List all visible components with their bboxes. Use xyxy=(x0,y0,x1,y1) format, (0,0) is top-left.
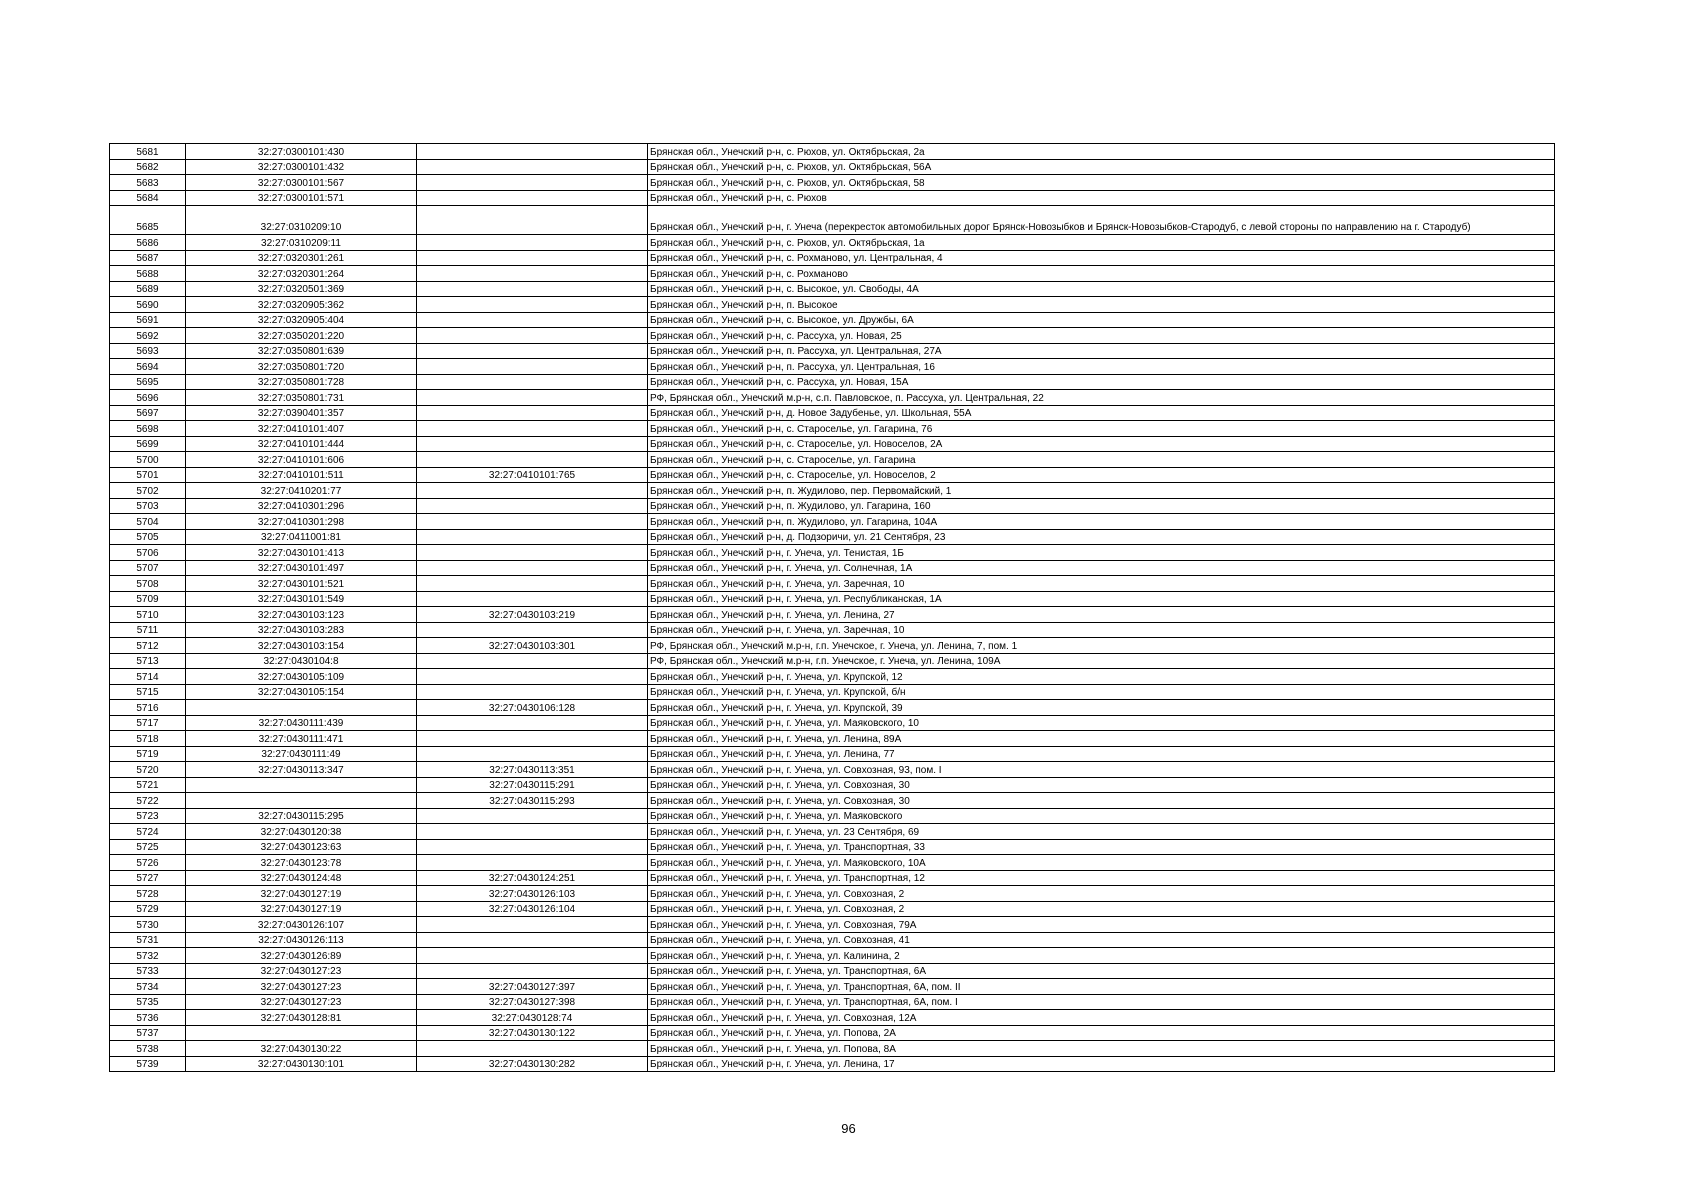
related-cadastral-number-cell xyxy=(417,250,648,266)
cadastral-number-cell: 32:27:0430105:109 xyxy=(186,669,417,685)
row-number-cell: 5712 xyxy=(110,638,186,654)
cadastral-number-cell: 32:27:0430101:549 xyxy=(186,591,417,607)
table-row xyxy=(110,948,1555,964)
related-cadastral-number-cell xyxy=(417,343,648,359)
address-cell: Брянская обл., Унечский р-н, г. Унеча, ул. Совхозная, 93, пом. I xyxy=(648,762,1555,778)
row-number-cell: 5691 xyxy=(110,312,186,328)
related-cadastral-number-cell xyxy=(417,529,648,545)
cadastral-number-cell xyxy=(186,700,417,716)
cadastral-number-cell: 32:27:0430126:113 xyxy=(186,932,417,948)
related-cadastral-number-cell xyxy=(417,715,648,731)
row-number-cell: 5701 xyxy=(110,467,186,483)
address-cell: Брянская обл., Унечский р-н, п. Рассуха, ул. Центральная, 27А xyxy=(648,343,1555,359)
related-cadastral-number-cell xyxy=(417,159,648,175)
row-number-cell: 5702 xyxy=(110,483,186,499)
table-row xyxy=(110,607,1555,623)
table-row xyxy=(110,421,1555,437)
cadastral-number-cell: 32:27:0350801:731 xyxy=(186,390,417,406)
row-number-cell: 5715 xyxy=(110,684,186,700)
related-cadastral-number-cell xyxy=(417,653,648,669)
cadastral-number-cell: 32:27:0320905:362 xyxy=(186,297,417,313)
related-cadastral-number-cell xyxy=(417,421,648,437)
address-cell: Брянская обл., Унечский р-н, г. Унеча, ул. Совхозная, 2 xyxy=(648,901,1555,917)
related-cadastral-number-cell xyxy=(417,746,648,762)
row-number-cell: 5713 xyxy=(110,653,186,669)
table-row xyxy=(110,870,1555,886)
table-row xyxy=(110,793,1555,809)
cadastral-number-cell: 32:27:0320301:264 xyxy=(186,266,417,282)
address-cell: Брянская обл., Унечский р-н, с. Рассуха, ул. Новая, 25 xyxy=(648,328,1555,344)
cadastral-number-cell: 32:27:0320905:404 xyxy=(186,312,417,328)
address-cell: Брянская обл., Унечский р-н, с. Староселье, ул. Новоселов, 2А xyxy=(648,436,1555,452)
table-row xyxy=(110,824,1555,840)
address-cell: Брянская обл., Унечский р-н, г. Унеча, ул. Заречная, 10 xyxy=(648,576,1555,592)
related-cadastral-number-cell xyxy=(417,808,648,824)
address-cell: Брянская обл., Унечский р-н, г. Унеча, ул. Ленина, 89А xyxy=(648,731,1555,747)
address-cell: Брянская обл., Унечский р-н, г. Унеча, ул. Транспортная, 6А, пом. II xyxy=(648,979,1555,995)
related-cadastral-number-cell xyxy=(417,452,648,468)
table-row xyxy=(110,762,1555,778)
cadastral-number-cell: 32:27:0430120:38 xyxy=(186,824,417,840)
related-cadastral-number-cell xyxy=(417,266,648,282)
table-row xyxy=(110,467,1555,483)
row-number-cell: 5683 xyxy=(110,175,186,191)
row-number-cell: 5698 xyxy=(110,421,186,437)
table-row xyxy=(110,994,1555,1010)
cadastral-number-cell xyxy=(186,793,417,809)
related-cadastral-number-cell: 32:27:0430127:398 xyxy=(417,994,648,1010)
address-cell: Брянская обл., Унечский р-н, п. Высокое xyxy=(648,297,1555,313)
table-row xyxy=(110,328,1555,344)
table-row xyxy=(110,746,1555,762)
table-row xyxy=(110,343,1555,359)
row-number-cell: 5730 xyxy=(110,917,186,933)
address-cell: Брянская обл., Унечский р-н, г. Унеча, ул. Крупской, 39 xyxy=(648,700,1555,716)
address-cell: Брянская обл., Унечский р-н, с. Высокое, ул. Дружбы, 6А xyxy=(648,312,1555,328)
related-cadastral-number-cell xyxy=(417,917,648,933)
cadastral-number-cell: 32:27:0410101:606 xyxy=(186,452,417,468)
related-cadastral-number-cell xyxy=(417,206,648,235)
address-cell: Брянская обл., Унечский р-н, г. Унеча, ул. 23 Сентября, 69 xyxy=(648,824,1555,840)
row-number-cell: 5725 xyxy=(110,839,186,855)
cadastral-number-cell: 32:27:0310209:10 xyxy=(186,206,417,235)
row-number-cell: 5694 xyxy=(110,359,186,375)
address-cell: Брянская обл., Унечский р-н, с. Рюхов, ул. Октябрьская, 56А xyxy=(648,159,1555,175)
address-cell: Брянская обл., Унечский р-н, с. Рохманово xyxy=(648,266,1555,282)
cadastral-number-cell: 32:27:0430111:49 xyxy=(186,746,417,762)
row-number-cell: 5681 xyxy=(110,144,186,160)
cadastral-number-cell: 32:27:0410101:511 xyxy=(186,467,417,483)
row-number-cell: 5736 xyxy=(110,1010,186,1026)
row-number-cell: 5703 xyxy=(110,498,186,514)
table-row xyxy=(110,1056,1555,1072)
cadastral-number-cell: 32:27:0430105:154 xyxy=(186,684,417,700)
cadastral-number-cell: 32:27:0320301:261 xyxy=(186,250,417,266)
related-cadastral-number-cell xyxy=(417,591,648,607)
cadastral-number-cell: 32:27:0430111:439 xyxy=(186,715,417,731)
row-number-cell: 5700 xyxy=(110,452,186,468)
address-cell: Брянская обл., Унечский р-н, г. Унеча, ул. Совхозная, 79А xyxy=(648,917,1555,933)
related-cadastral-number-cell xyxy=(417,498,648,514)
row-number-cell: 5732 xyxy=(110,948,186,964)
cadastral-number-cell: 32:27:0300101:567 xyxy=(186,175,417,191)
related-cadastral-number-cell xyxy=(417,731,648,747)
cadastral-number-cell: 32:27:0430127:19 xyxy=(186,886,417,902)
row-number-cell: 5716 xyxy=(110,700,186,716)
related-cadastral-number-cell: 32:27:0430126:104 xyxy=(417,901,648,917)
table-row xyxy=(110,886,1555,902)
related-cadastral-number-cell xyxy=(417,855,648,871)
cadastral-number-cell: 32:27:0430123:63 xyxy=(186,839,417,855)
row-number-cell: 5688 xyxy=(110,266,186,282)
cadastral-number-cell: 32:27:0310209:11 xyxy=(186,235,417,251)
row-number-cell: 5714 xyxy=(110,669,186,685)
row-number-cell: 5739 xyxy=(110,1056,186,1072)
address-cell: Брянская обл., Унечский р-н, с. Рюхов, ул. Октябрьская, 58 xyxy=(648,175,1555,191)
cadastral-number-cell: 32:27:0430130:101 xyxy=(186,1056,417,1072)
cadastral-number-cell: 32:27:0411001:81 xyxy=(186,529,417,545)
related-cadastral-number-cell xyxy=(417,328,648,344)
cadastral-number-cell: 32:27:0430127:23 xyxy=(186,963,417,979)
row-number-cell: 5695 xyxy=(110,374,186,390)
address-cell: Брянская обл., Унечский р-н, г. Унеча, ул. Солнечная, 1А xyxy=(648,560,1555,576)
table-row xyxy=(110,436,1555,452)
address-cell: Брянская обл., Унечский р-н, г. Унеча, ул. Маяковского xyxy=(648,808,1555,824)
address-cell: Брянская обл., Унечский р-н, г. Унеча, ул. Транспортная, 6А, пом. I xyxy=(648,994,1555,1010)
row-number-cell: 5724 xyxy=(110,824,186,840)
related-cadastral-number-cell: 32:27:0430128:74 xyxy=(417,1010,648,1026)
related-cadastral-number-cell: 32:27:0430127:397 xyxy=(417,979,648,995)
table-row xyxy=(110,190,1555,206)
row-number-cell: 5706 xyxy=(110,545,186,561)
address-cell: Брянская обл., Унечский р-н, г. Унеча, ул. Тенистая, 1Б xyxy=(648,545,1555,561)
cadastral-number-cell: 32:27:0430128:81 xyxy=(186,1010,417,1026)
table-row xyxy=(110,576,1555,592)
related-cadastral-number-cell xyxy=(417,175,648,191)
cadastral-number-cell: 32:27:0410301:298 xyxy=(186,514,417,530)
table-row xyxy=(110,855,1555,871)
address-cell: Брянская обл., Унечский р-н, с. Староселье, ул. Гагарина xyxy=(648,452,1555,468)
table-row xyxy=(110,1025,1555,1041)
related-cadastral-number-cell: 32:27:0410101:765 xyxy=(417,467,648,483)
related-cadastral-number-cell xyxy=(417,374,648,390)
cadastral-number-cell: 32:27:0350201:220 xyxy=(186,328,417,344)
address-cell: Брянская обл., Унечский р-н, г. Унеча, ул. Совхозная, 30 xyxy=(648,777,1555,793)
row-number-cell: 5727 xyxy=(110,870,186,886)
address-cell: Брянская обл., Унечский р-н, г. Унеча, ул. Транспортная, 12 xyxy=(648,870,1555,886)
cadastral-number-cell: 32:27:0390401:357 xyxy=(186,405,417,421)
related-cadastral-number-cell: 32:27:0430115:291 xyxy=(417,777,648,793)
related-cadastral-number-cell: 32:27:0430130:282 xyxy=(417,1056,648,1072)
table-row xyxy=(110,144,1555,160)
table-row xyxy=(110,638,1555,654)
address-cell: Брянская обл., Унечский р-н, г. Унеча, ул. Попова, 8А xyxy=(648,1041,1555,1057)
address-cell: Брянская обл., Унечский р-н, г. Унеча, ул. Заречная, 10 xyxy=(648,622,1555,638)
cadastral-number-cell: 32:27:0300101:571 xyxy=(186,190,417,206)
table-row xyxy=(110,917,1555,933)
row-number-cell: 5734 xyxy=(110,979,186,995)
cadastral-number-cell: 32:27:0410101:407 xyxy=(186,421,417,437)
table-row xyxy=(110,529,1555,545)
cadastral-number-cell: 32:27:0430115:295 xyxy=(186,808,417,824)
related-cadastral-number-cell xyxy=(417,514,648,530)
cadastral-number-cell: 32:27:0430103:123 xyxy=(186,607,417,623)
row-number-cell: 5726 xyxy=(110,855,186,871)
related-cadastral-number-cell xyxy=(417,684,648,700)
address-cell: Брянская обл., Унечский р-н, г. Унеча, ул. Ленина, 27 xyxy=(648,607,1555,623)
table-row xyxy=(110,312,1555,328)
page-number: 96 xyxy=(841,1121,856,1136)
table-row xyxy=(110,514,1555,530)
related-cadastral-number-cell xyxy=(417,824,648,840)
table-row xyxy=(110,777,1555,793)
table-row xyxy=(110,653,1555,669)
address-cell: Брянская обл., Унечский р-н, п. Жудилово, пер. Первомайский, 1 xyxy=(648,483,1555,499)
table-row xyxy=(110,715,1555,731)
related-cadastral-number-cell xyxy=(417,839,648,855)
cadastral-number-cell: 32:27:0430123:78 xyxy=(186,855,417,871)
address-cell: Брянская обл., Унечский р-н, г. Унеча, ул. Транспортная, 6А xyxy=(648,963,1555,979)
table-row xyxy=(110,175,1555,191)
related-cadastral-number-cell xyxy=(417,235,648,251)
cadastral-number-cell: 32:27:0320501:369 xyxy=(186,281,417,297)
related-cadastral-number-cell xyxy=(417,405,648,421)
related-cadastral-number-cell: 32:27:0430130:122 xyxy=(417,1025,648,1041)
table-row xyxy=(110,359,1555,375)
table-body xyxy=(110,144,1555,1072)
address-cell: Брянская обл., Унечский р-н, г. Унеча, ул. Совхозная, 41 xyxy=(648,932,1555,948)
related-cadastral-number-cell xyxy=(417,948,648,964)
table-row xyxy=(110,1010,1555,1026)
address-cell: Брянская обл., Унечский р-н, с. Рюхов xyxy=(648,190,1555,206)
cadastral-number-cell: 32:27:0350801:639 xyxy=(186,343,417,359)
address-cell: Брянская обл., Унечский р-н, с. Высокое, ул. Свободы, 4А xyxy=(648,281,1555,297)
related-cadastral-number-cell: 32:27:0430124:251 xyxy=(417,870,648,886)
table-row xyxy=(110,250,1555,266)
address-cell: Брянская обл., Унечский р-н, п. Жудилово, ул. Гагарина, 160 xyxy=(648,498,1555,514)
row-number-cell: 5690 xyxy=(110,297,186,313)
row-number-cell: 5687 xyxy=(110,250,186,266)
row-number-cell: 5708 xyxy=(110,576,186,592)
table-row xyxy=(110,266,1555,282)
related-cadastral-number-cell xyxy=(417,560,648,576)
row-number-cell: 5719 xyxy=(110,746,186,762)
row-number-cell: 5729 xyxy=(110,901,186,917)
row-number-cell: 5709 xyxy=(110,591,186,607)
table-row xyxy=(110,374,1555,390)
row-number-cell: 5692 xyxy=(110,328,186,344)
related-cadastral-number-cell xyxy=(417,669,648,685)
address-cell: Брянская обл., Унечский р-н, г. Унеча, ул. Ленина, 17 xyxy=(648,1056,1555,1072)
table-row xyxy=(110,390,1555,406)
cadastral-number-cell: 32:27:0410201:77 xyxy=(186,483,417,499)
related-cadastral-number-cell xyxy=(417,1041,648,1057)
related-cadastral-number-cell xyxy=(417,483,648,499)
cadastral-number-cell: 32:27:0350801:728 xyxy=(186,374,417,390)
cadastral-number-cell xyxy=(186,777,417,793)
table-row xyxy=(110,281,1555,297)
row-number-cell: 5733 xyxy=(110,963,186,979)
related-cadastral-number-cell: 32:27:0430113:351 xyxy=(417,762,648,778)
table-row xyxy=(110,808,1555,824)
related-cadastral-number-cell: 32:27:0430103:219 xyxy=(417,607,648,623)
cadastral-number-cell: 32:27:0350801:720 xyxy=(186,359,417,375)
address-cell: Брянская обл., Унечский р-н, с. Староселье, ул. Гагарина, 76 xyxy=(648,421,1555,437)
row-number-cell: 5721 xyxy=(110,777,186,793)
related-cadastral-number-cell: 32:27:0430126:103 xyxy=(417,886,648,902)
row-number-cell: 5707 xyxy=(110,560,186,576)
cadastral-number-cell: 32:27:0430127:23 xyxy=(186,979,417,995)
table-row xyxy=(110,1041,1555,1057)
row-number-cell: 5711 xyxy=(110,622,186,638)
table-row xyxy=(110,297,1555,313)
table-row xyxy=(110,901,1555,917)
address-cell: РФ, Брянская обл., Унечский м.р-н, г.п. Унечское, г. Унеча, ул. Ленина, 109А xyxy=(648,653,1555,669)
row-number-cell: 5696 xyxy=(110,390,186,406)
related-cadastral-number-cell xyxy=(417,144,648,160)
table-row xyxy=(110,932,1555,948)
related-cadastral-number-cell xyxy=(417,190,648,206)
related-cadastral-number-cell xyxy=(417,932,648,948)
table-row xyxy=(110,731,1555,747)
row-number-cell: 5731 xyxy=(110,932,186,948)
table-row xyxy=(110,545,1555,561)
related-cadastral-number-cell xyxy=(417,297,648,313)
table-row xyxy=(110,839,1555,855)
address-cell: Брянская обл., Унечский р-н, д. Подзоричи, ул. 21 Сентября, 23 xyxy=(648,529,1555,545)
data-table xyxy=(109,143,1555,1072)
row-number-cell: 5686 xyxy=(110,235,186,251)
table-row xyxy=(110,159,1555,175)
address-cell: Брянская обл., Унечский р-н, г. Унеча, ул. Крупской, б/н xyxy=(648,684,1555,700)
related-cadastral-number-cell xyxy=(417,963,648,979)
row-number-cell: 5738 xyxy=(110,1041,186,1057)
row-number-cell: 5710 xyxy=(110,607,186,623)
row-number-cell: 5705 xyxy=(110,529,186,545)
row-number-cell: 5722 xyxy=(110,793,186,809)
table-row xyxy=(110,669,1555,685)
table-row xyxy=(110,498,1555,514)
table-row xyxy=(110,684,1555,700)
address-cell: Брянская обл., Унечский р-н, г. Унеча, ул. Ленина, 77 xyxy=(648,746,1555,762)
cadastral-number-cell: 32:27:0430103:283 xyxy=(186,622,417,638)
address-cell: Брянская обл., Унечский р-н, г. Унеча, ул. Попова, 2А xyxy=(648,1025,1555,1041)
cadastral-number-cell: 32:27:0410101:444 xyxy=(186,436,417,452)
cadastral-number-cell: 32:27:0430101:521 xyxy=(186,576,417,592)
address-cell: Брянская обл., Унечский р-н, с. Рассуха, ул. Новая, 15А xyxy=(648,374,1555,390)
row-number-cell: 5718 xyxy=(110,731,186,747)
address-cell: Брянская обл., Унечский р-н, с. Староселье, ул. Новоселов, 2 xyxy=(648,467,1555,483)
table-row xyxy=(110,622,1555,638)
cadastral-number-cell: 32:27:0430124:48 xyxy=(186,870,417,886)
address-cell: Брянская обл., Унечский р-н, д. Новое Задубенье, ул. Школьная, 55А xyxy=(648,405,1555,421)
address-cell: Брянская обл., Унечский р-н, с. Рохманово, ул. Центральная, 4 xyxy=(648,250,1555,266)
address-cell: Брянская обл., Унечский р-н, г. Унеча, ул. Маяковского, 10А xyxy=(648,855,1555,871)
address-cell: Брянская обл., Унечский р-н, г. Унеча (перекресток автомобильных дорог Брянск-Новозыбков и Брянск-Новозыбков-Стародуб, с левой стороны по направлению на г. Стародуб) xyxy=(648,206,1555,235)
address-cell: Брянская обл., Унечский р-н, г. Унеча, ул. Совхозная, 2 xyxy=(648,886,1555,902)
table-row xyxy=(110,452,1555,468)
cadastral-number-cell: 32:27:0430101:497 xyxy=(186,560,417,576)
address-cell: Брянская обл., Унечский р-н, п. Жудилово, ул. Гагарина, 104А xyxy=(648,514,1555,530)
row-number-cell: 5697 xyxy=(110,405,186,421)
cadastral-number-cell: 32:27:0430103:154 xyxy=(186,638,417,654)
cadastral-number-cell: 32:27:0300101:430 xyxy=(186,144,417,160)
row-number-cell: 5737 xyxy=(110,1025,186,1041)
cadastral-number-cell: 32:27:0430104:8 xyxy=(186,653,417,669)
related-cadastral-number-cell: 32:27:0430103:301 xyxy=(417,638,648,654)
cadastral-number-cell: 32:27:0430126:89 xyxy=(186,948,417,964)
address-cell: Брянская обл., Унечский р-н, г. Унеча, ул. Республиканская, 1А xyxy=(648,591,1555,607)
table-row xyxy=(110,591,1555,607)
related-cadastral-number-cell xyxy=(417,576,648,592)
cadastral-number-cell: 32:27:0430127:23 xyxy=(186,994,417,1010)
address-cell: Брянская обл., Унечский р-н, г. Унеча, ул. Калинина, 2 xyxy=(648,948,1555,964)
row-number-cell: 5704 xyxy=(110,514,186,530)
row-number-cell: 5717 xyxy=(110,715,186,731)
address-cell: Брянская обл., Унечский р-н, п. Рассуха, ул. Центральная, 16 xyxy=(648,359,1555,375)
row-number-cell: 5693 xyxy=(110,343,186,359)
cadastral-number-cell: 32:27:0430130:22 xyxy=(186,1041,417,1057)
row-number-cell: 5699 xyxy=(110,436,186,452)
cadastral-number-cell xyxy=(186,1025,417,1041)
row-number-cell: 5685 xyxy=(110,206,186,235)
related-cadastral-number-cell xyxy=(417,281,648,297)
row-number-cell: 5735 xyxy=(110,994,186,1010)
address-cell: Брянская обл., Унечский р-н, г. Унеча, ул. Совхозная, 12А xyxy=(648,1010,1555,1026)
row-number-cell: 5684 xyxy=(110,190,186,206)
table-row xyxy=(110,700,1555,716)
address-cell: Брянская обл., Унечский р-н, г. Унеча, ул. Крупской, 12 xyxy=(648,669,1555,685)
row-number-cell: 5723 xyxy=(110,808,186,824)
table-row xyxy=(110,963,1555,979)
table-row xyxy=(110,206,1555,235)
cadastral-number-cell: 32:27:0430126:107 xyxy=(186,917,417,933)
table-row xyxy=(110,405,1555,421)
table-row xyxy=(110,483,1555,499)
cadastral-number-cell: 32:27:0430113:347 xyxy=(186,762,417,778)
table-row xyxy=(110,560,1555,576)
related-cadastral-number-cell xyxy=(417,359,648,375)
cadastral-number-cell: 32:27:0410301:296 xyxy=(186,498,417,514)
row-number-cell: 5689 xyxy=(110,281,186,297)
cadastral-number-cell: 32:27:0300101:432 xyxy=(186,159,417,175)
table-row xyxy=(110,235,1555,251)
address-cell: Брянская обл., Унечский р-н, г. Унеча, ул. Транспортная, 33 xyxy=(648,839,1555,855)
related-cadastral-number-cell xyxy=(417,390,648,406)
cadastral-number-cell: 32:27:0430111:471 xyxy=(186,731,417,747)
row-number-cell: 5720 xyxy=(110,762,186,778)
cadastral-number-cell: 32:27:0430127:19 xyxy=(186,901,417,917)
related-cadastral-number-cell xyxy=(417,545,648,561)
related-cadastral-number-cell xyxy=(417,436,648,452)
address-cell: Брянская обл., Унечский р-н, с. Рюхов, ул. Октябрьская, 1а xyxy=(648,235,1555,251)
address-cell: РФ, Брянская обл., Унечский м.р-н, с.п. Павловское, п. Рассуха, ул. Центральная, 22 xyxy=(648,390,1555,406)
row-number-cell: 5682 xyxy=(110,159,186,175)
address-cell: Брянская обл., Унечский р-н, г. Унеча, ул. Совхозная, 30 xyxy=(648,793,1555,809)
address-cell: Брянская обл., Унечский р-н, с. Рюхов, ул. Октябрьская, 2а xyxy=(648,144,1555,160)
table-row xyxy=(110,979,1555,995)
row-number-cell: 5728 xyxy=(110,886,186,902)
cadastral-number-cell: 32:27:0430101:413 xyxy=(186,545,417,561)
address-cell: Брянская обл., Унечский р-н, г. Унеча, ул. Маяковского, 10 xyxy=(648,715,1555,731)
related-cadastral-number-cell xyxy=(417,312,648,328)
related-cadastral-number-cell: 32:27:0430106:128 xyxy=(417,700,648,716)
related-cadastral-number-cell xyxy=(417,622,648,638)
related-cadastral-number-cell: 32:27:0430115:293 xyxy=(417,793,648,809)
address-cell: РФ, Брянская обл., Унечский м.р-н, г.п. Унечское, г. Унеча, ул. Ленина, 7, пом. 1 xyxy=(648,638,1555,654)
